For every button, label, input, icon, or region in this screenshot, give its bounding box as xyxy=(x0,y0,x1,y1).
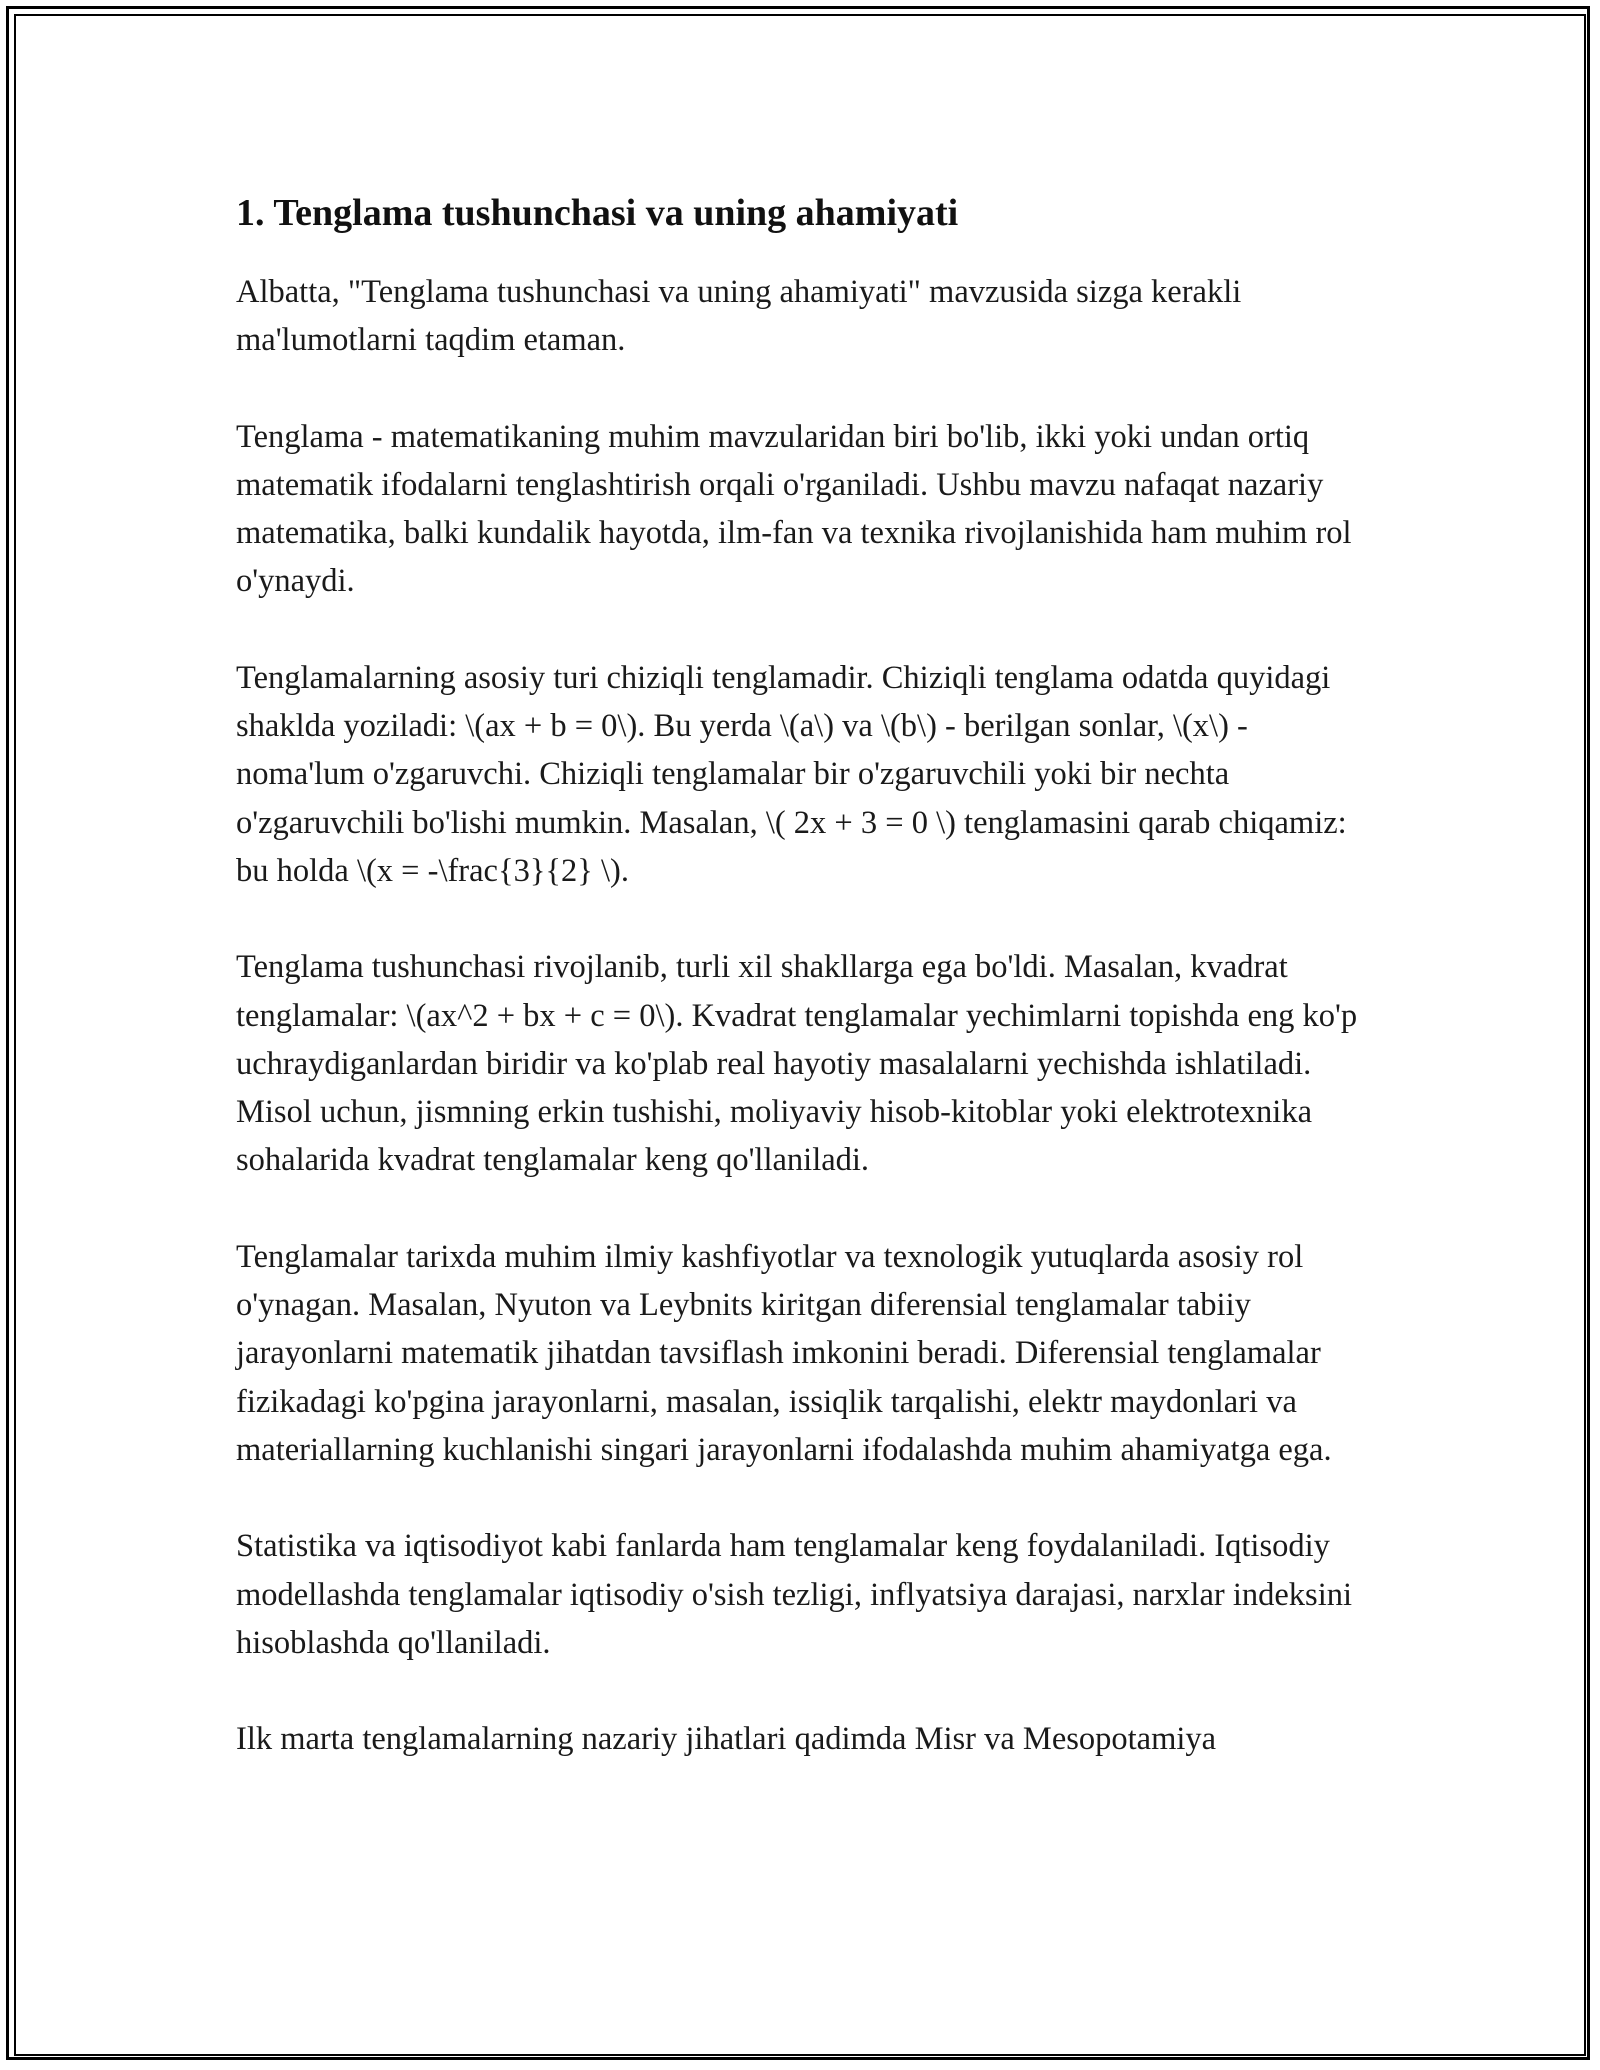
paragraph-intro: Albatta, "Tenglama tushunchasi va uning ahamiyati" mavzusida sizga kerakli ma'lumotlarni taqdim etaman. xyxy=(236,274,1242,359)
paragraph-quadratic-equations: Tenglama tushunchasi rivojlanib, turli xil shakllarga ega bo'ldi. Masalan, kvadrat tenglamalar: \(ax^2 + bx + c = 0\). Kvadrat tenglamalar yechimlarni topishda eng ko'p uchraydiganlardan biridir va ko'plab real hayotiy masalalarni yechishda ishlatiladi. Misol uchun, jismning erkin tushishi, moliyaviy hisob-kitoblar yoki elektrotexnika sohalarida kvadrat tenglamalar keng qo'llaniladi. xyxy=(236,949,1358,1179)
paragraph-statistics-economics: Statistika va iqtisodiyot kabi fanlarda ham tenglamalar keng foydalaniladi. Iqtisodiy modellashda tenglamalar iqtisodiy o'sish tezligi, inflyatsiya darajasi, narxlar indeksini hisoblashda qo'llaniladi. xyxy=(236,1528,1352,1661)
document-body xyxy=(236,184,1366,1811)
paragraph-definition: Tenglama - matematikaning muhim mavzularidan biri bo'lib, ikki yoki undan ortiq matematik ifodalarni tenglashtirish orqali o'rganiladi. Ushbu mavzu nafaqat nazariy matematika, balki kundalik hayotda, ilm-fan va texnika rivojlanishida ham muhim rol o'ynaydi. xyxy=(236,418,1352,600)
section-heading: 1. Tenglama tushunchasi va uning ahamiyati xyxy=(236,192,959,234)
paragraph-history: Ilk marta tenglamalarning nazariy jihatlari qadimda Misr va Mesopotamiya xyxy=(236,1721,1217,1758)
paragraph-differential-equations: Tenglamalar tarixda muhim ilmiy kashfiyotlar va texnologik yutuqlarda asosiy rol o'ynagan. Masalan, Nyuton va Leybnits kiritgan diferensial tenglamalar tabiiy jarayonlarni matematik jihatdan tavsiflash imkonini beradi. Diferensial tenglamalar fizikadagi ko'pgina jarayonlarni, masalan, issiqlik tarqalishi, elektr maydonlari va materiallarning kuchlanishi singari jarayonlarni ifodalashda muhim ahamiyatga ega. xyxy=(236,1238,1332,1468)
paragraph-linear-equations: Tenglamalarning asosiy turi chiziqli tenglamadir. Chiziqli tenglama odatda quyidagi shaklda yoziladi: \(ax + b = 0\). Bu yerda \(a\) va \(b\) - berilgan sonlar, \(x\) - noma'lum o'zgaruvchi. Chiziqli tenglamalar bir o'zgaruvchili yoki bir nechta o'zgaruvchili bo'lishi mumkin. Masalan, \( 2x + 3 = 0 \) tenglamasini qarab chiqamiz: bu holda \(x = -\frac{3}{2} \). xyxy=(236,659,1347,889)
